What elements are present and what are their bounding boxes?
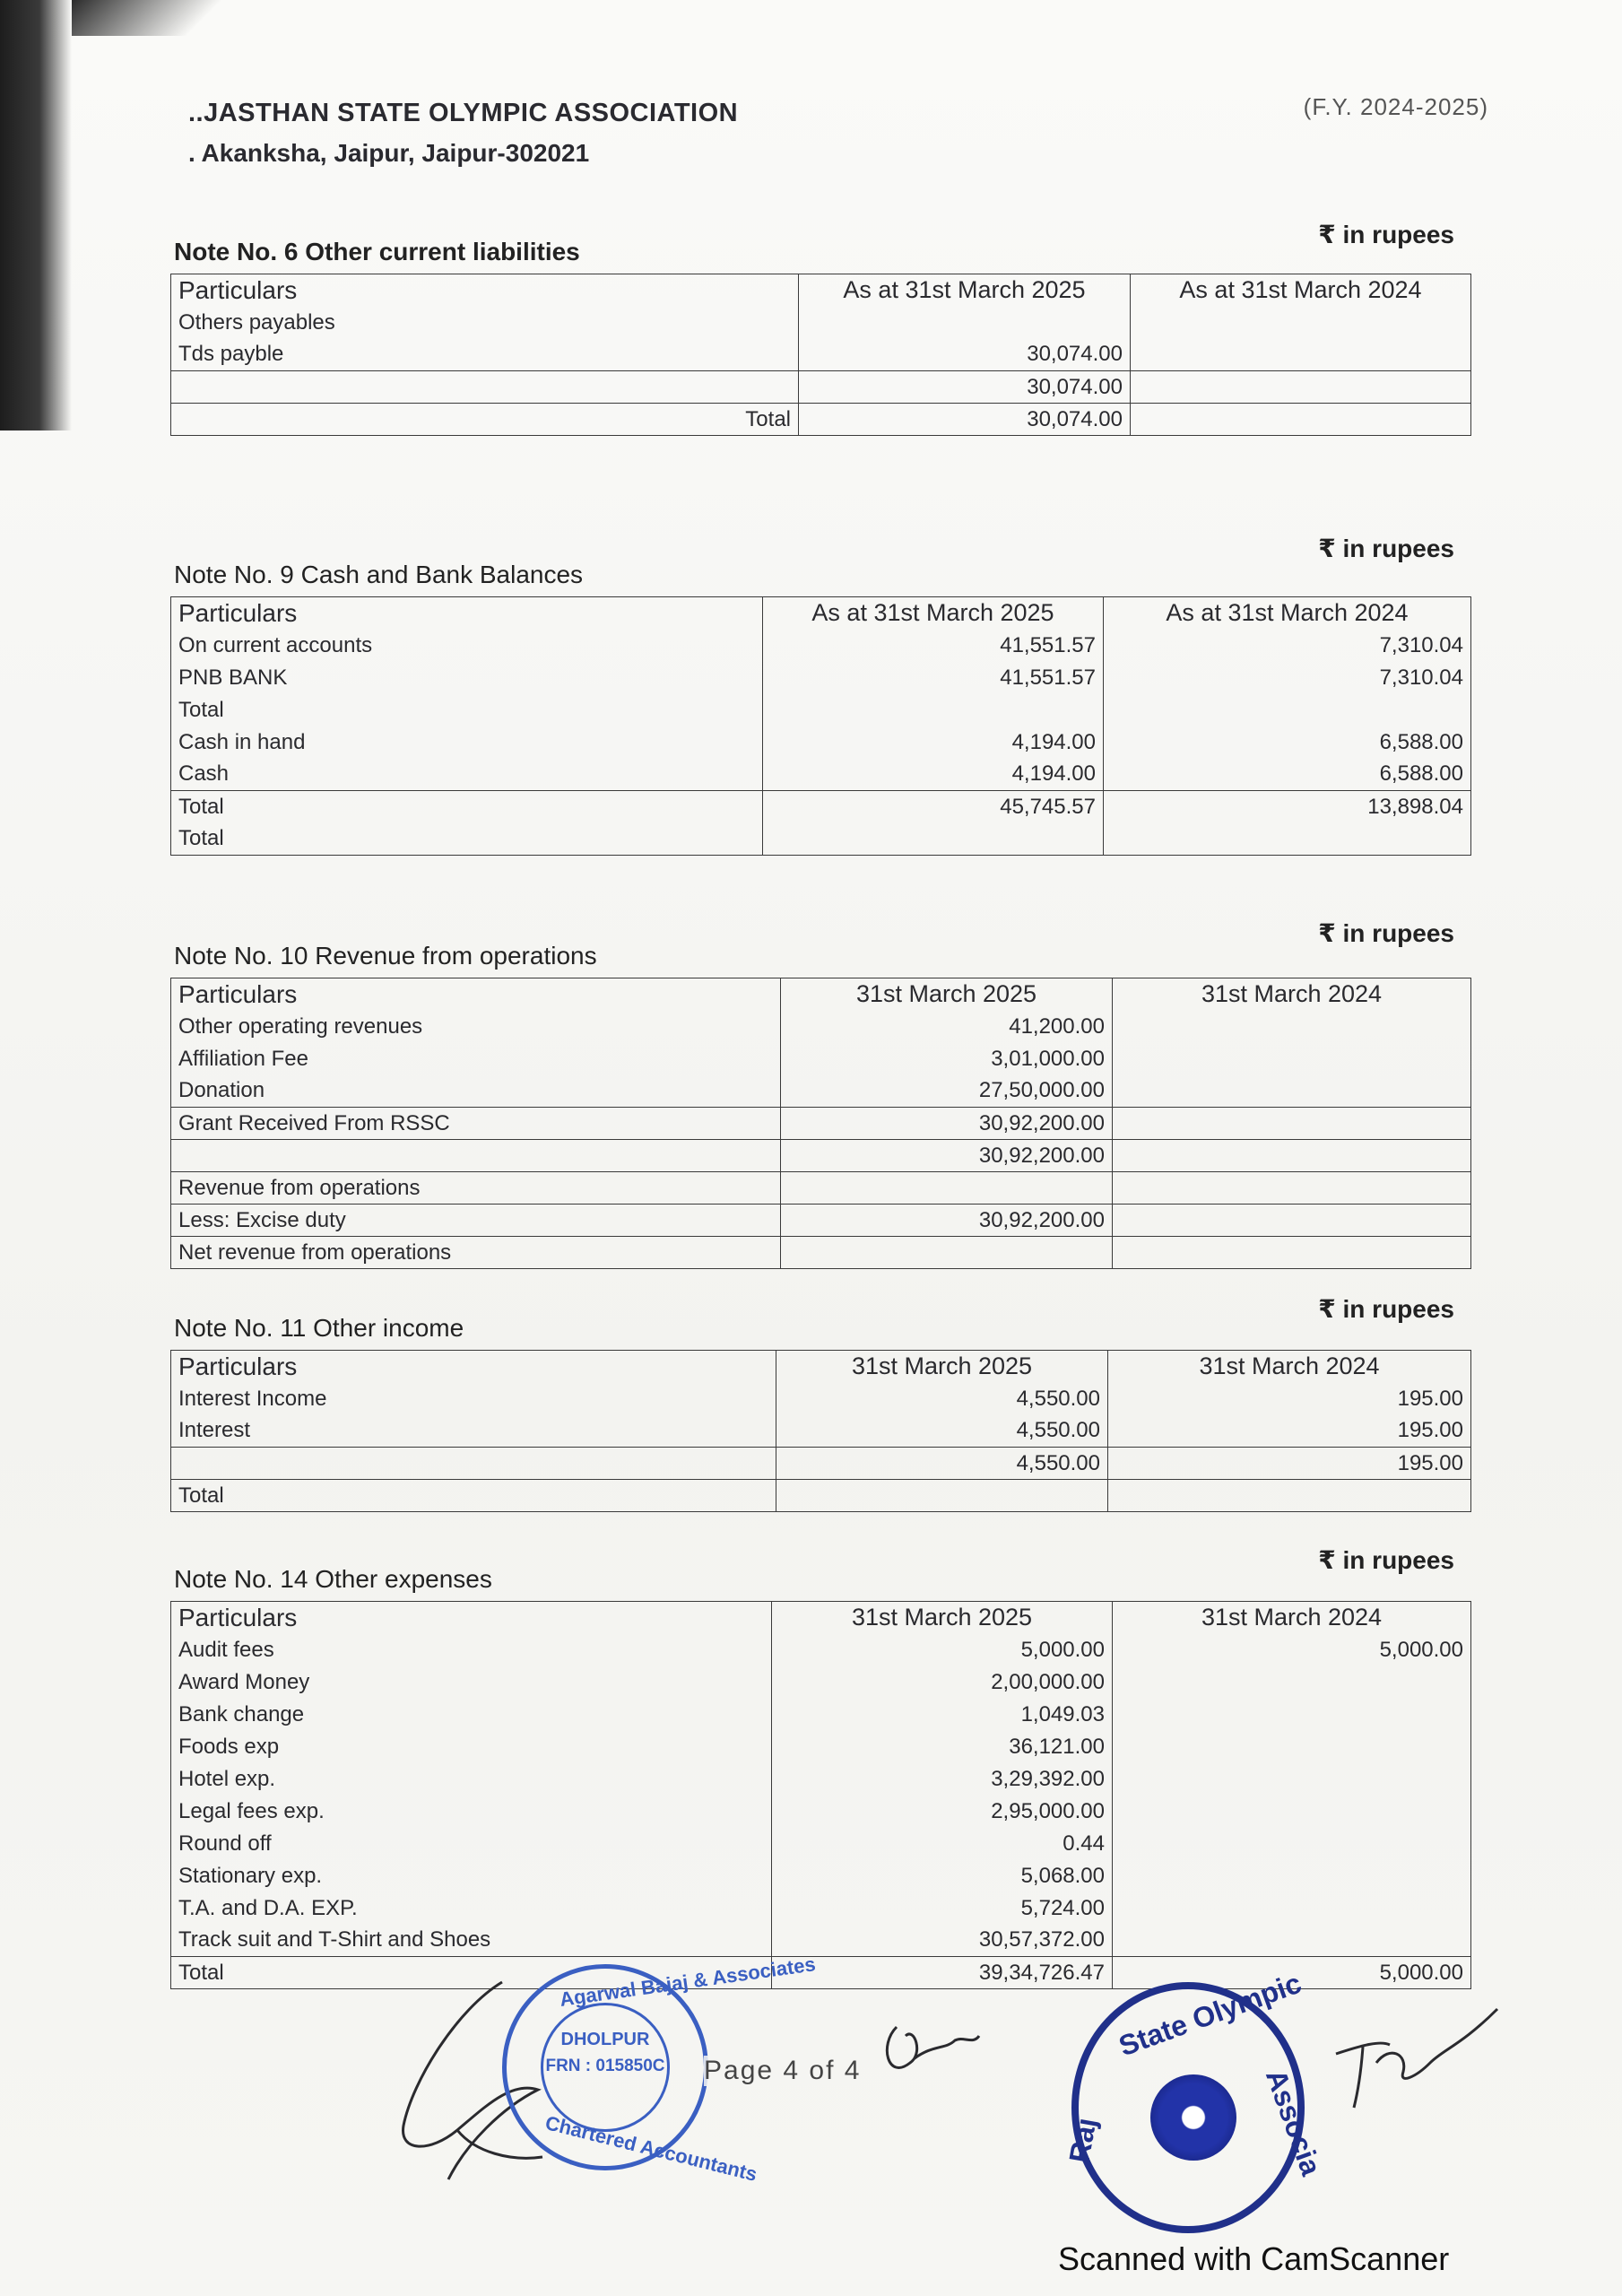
table-row bbox=[171, 1828, 1471, 1860]
table-row bbox=[171, 1731, 1471, 1763]
note-10-section bbox=[170, 919, 1470, 1283]
row-label: Stationary exp. bbox=[171, 1860, 772, 1892]
row-value-2024: 5,000.00 bbox=[1113, 1634, 1471, 1666]
row-value-2024 bbox=[1113, 1731, 1471, 1763]
row-value-2025: 4,550.00 bbox=[776, 1448, 1108, 1480]
row-value-2024 bbox=[1131, 371, 1471, 404]
table-row bbox=[171, 1925, 1471, 1957]
table-row bbox=[171, 307, 1471, 339]
row-value-2024 bbox=[1113, 1237, 1471, 1269]
table-row bbox=[171, 1480, 1471, 1512]
row-value-2025: 27,50,000.00 bbox=[781, 1075, 1113, 1108]
row-value-2024: 13,898.04 bbox=[1104, 791, 1471, 823]
col-header-particulars: Particulars bbox=[171, 1602, 772, 1634]
table-row bbox=[171, 1011, 1471, 1043]
table-row bbox=[171, 759, 1471, 791]
row-value-2024 bbox=[1131, 339, 1471, 371]
row-label: Others payables bbox=[171, 307, 799, 339]
note-11-table bbox=[170, 1350, 1471, 1512]
table-row bbox=[171, 1860, 1471, 1892]
row-value-2025: 1,049.03 bbox=[772, 1699, 1113, 1731]
row-label: Cash in hand bbox=[171, 726, 763, 759]
table-row bbox=[171, 1043, 1471, 1075]
row-label: Donation bbox=[171, 1075, 781, 1108]
row-value-2024 bbox=[1113, 1828, 1471, 1860]
row-value-2024: 7,310.04 bbox=[1104, 662, 1471, 694]
row-value-2024: 195.00 bbox=[1108, 1415, 1471, 1448]
row-label: Interest bbox=[171, 1415, 776, 1448]
note-10-table bbox=[170, 978, 1471, 1269]
row-value-2025 bbox=[781, 1172, 1113, 1205]
row-value-2025: 4,194.00 bbox=[763, 759, 1104, 791]
row-label: Legal fees exp. bbox=[171, 1796, 772, 1828]
table-row bbox=[171, 694, 1471, 726]
row-value-2025 bbox=[763, 823, 1104, 856]
row-value-2024 bbox=[1113, 1925, 1471, 1957]
table-row bbox=[171, 1237, 1471, 1269]
row-label: Audit fees bbox=[171, 1634, 772, 1666]
table-row bbox=[171, 1699, 1471, 1731]
row-value-2025: 2,00,000.00 bbox=[772, 1666, 1113, 1699]
row-value-2025: 3,01,000.00 bbox=[781, 1043, 1113, 1075]
total-label: Total bbox=[171, 1957, 772, 1989]
scan-edge-shadow-top bbox=[72, 0, 251, 36]
col-header-2024: 31st March 2024 bbox=[1108, 1351, 1471, 1383]
table-row bbox=[171, 1448, 1471, 1480]
col-header-2025: As at 31st March 2025 bbox=[763, 597, 1104, 630]
financial-year: (F.Y. 2024-2025) bbox=[1303, 93, 1488, 120]
row-label bbox=[171, 1140, 781, 1172]
row-value-2025: 30,92,200.00 bbox=[781, 1140, 1113, 1172]
row-value-2024 bbox=[1113, 1043, 1471, 1075]
row-value-2024 bbox=[1113, 1108, 1471, 1140]
row-label: Track suit and T-Shirt and Shoes bbox=[171, 1925, 772, 1957]
initials bbox=[879, 2009, 986, 2090]
note-11-section bbox=[170, 1295, 1470, 1520]
row-value-2024: 195.00 bbox=[1108, 1448, 1471, 1480]
organization-name: ..JASTHAN STATE OLYMPIC ASSOCIATION bbox=[188, 99, 739, 127]
col-header-2025: 31st March 2025 bbox=[772, 1602, 1113, 1634]
row-value-2024 bbox=[1113, 1796, 1471, 1828]
table-row bbox=[171, 662, 1471, 694]
olympic-emblem-icon bbox=[1150, 2074, 1236, 2161]
row-label: On current accounts bbox=[171, 630, 763, 662]
unit-label: ₹ in rupees bbox=[1318, 1295, 1454, 1323]
col-header-2024: 31st March 2024 bbox=[1113, 978, 1471, 1011]
note-title: Note No. 9 Cash and Bank Balances bbox=[174, 561, 584, 588]
row-label: Hotel exp. bbox=[171, 1763, 772, 1796]
row-value-2024 bbox=[1113, 1860, 1471, 1892]
association-seal bbox=[1063, 1966, 1328, 2233]
note-6-section bbox=[170, 221, 1470, 453]
row-value-2025: 5,000.00 bbox=[772, 1634, 1113, 1666]
seal-ring-right: Associa bbox=[1259, 2065, 1328, 2180]
row-value-2025: 4,194.00 bbox=[763, 726, 1104, 759]
row-value-2025: 30,57,372.00 bbox=[772, 1925, 1113, 1957]
total-value-2025: 39,34,726.47 bbox=[772, 1957, 1113, 1989]
col-header-2025: 31st March 2025 bbox=[781, 978, 1113, 1011]
unit-label: ₹ in rupees bbox=[1318, 1546, 1454, 1574]
row-value-2025: 41,200.00 bbox=[781, 1011, 1113, 1043]
row-label: Other operating revenues bbox=[171, 1011, 781, 1043]
note-title: Note No. 11 Other income bbox=[174, 1314, 464, 1342]
unit-label: ₹ in rupees bbox=[1318, 919, 1454, 947]
row-value-2025 bbox=[776, 1480, 1108, 1512]
table-row bbox=[171, 1763, 1471, 1796]
note-9-table bbox=[170, 596, 1471, 856]
row-value-2024 bbox=[1113, 1699, 1471, 1731]
row-label: Total bbox=[171, 823, 763, 856]
row-label: Total bbox=[171, 1480, 776, 1512]
unit-label: ₹ in rupees bbox=[1318, 535, 1454, 562]
row-label: Less: Excise duty bbox=[171, 1205, 781, 1237]
table-row bbox=[171, 1075, 1471, 1108]
ca-stamp-ring-bottom: Chartered Accountants bbox=[542, 2111, 759, 2186]
note-title: Note No. 14 Other expenses bbox=[174, 1565, 492, 1593]
ca-stamp-city: DHOLPUR bbox=[560, 2030, 650, 2049]
row-value-2024 bbox=[1113, 1763, 1471, 1796]
row-value-2024 bbox=[1113, 1075, 1471, 1108]
table-row bbox=[171, 371, 1471, 404]
note-6-table bbox=[170, 274, 1471, 436]
row-value-2025: 5,068.00 bbox=[772, 1860, 1113, 1892]
row-label: Net revenue from operations bbox=[171, 1237, 781, 1269]
row-label: Revenue from operations bbox=[171, 1172, 781, 1205]
row-label: Award Money bbox=[171, 1666, 772, 1699]
row-value-2024: 195.00 bbox=[1108, 1383, 1471, 1415]
row-value-2025: 30,92,200.00 bbox=[781, 1108, 1113, 1140]
table-row bbox=[171, 1892, 1471, 1925]
table-row bbox=[171, 1140, 1471, 1172]
row-value-2024 bbox=[1108, 1480, 1471, 1512]
row-value-2025: 5,724.00 bbox=[772, 1892, 1113, 1925]
row-label: Total bbox=[171, 694, 763, 726]
table-row bbox=[171, 1172, 1471, 1205]
ca-stamp-ring-top: Agarwal Bajaj & Associates bbox=[558, 1952, 818, 2011]
col-header-particulars: Particulars bbox=[171, 274, 799, 307]
row-value-2024: 6,588.00 bbox=[1104, 726, 1471, 759]
table-row bbox=[171, 1108, 1471, 1140]
row-value-2024 bbox=[1104, 694, 1471, 726]
row-label bbox=[171, 1448, 776, 1480]
col-header-2024: As at 31st March 2024 bbox=[1131, 274, 1471, 307]
table-row bbox=[171, 823, 1471, 856]
table-row bbox=[171, 1383, 1471, 1415]
col-header-particulars: Particulars bbox=[171, 597, 763, 630]
row-value-2025: 30,074.00 bbox=[799, 339, 1131, 371]
signature-treasurer bbox=[1327, 1991, 1506, 2126]
row-value-2024 bbox=[1113, 1140, 1471, 1172]
row-value-2024 bbox=[1113, 1172, 1471, 1205]
unit-label: ₹ in rupees bbox=[1318, 221, 1454, 248]
row-value-2025: 45,745.57 bbox=[763, 791, 1104, 823]
row-value-2025: 4,550.00 bbox=[776, 1415, 1108, 1448]
row-label: Interest Income bbox=[171, 1383, 776, 1415]
row-value-2024 bbox=[1104, 823, 1471, 856]
row-label: Foods exp bbox=[171, 1731, 772, 1763]
page-number: Page 4 of 4 bbox=[704, 2056, 862, 2085]
row-value-2025: 2,95,000.00 bbox=[772, 1796, 1113, 1828]
table-row bbox=[171, 791, 1471, 823]
row-label: Affiliation Fee bbox=[171, 1043, 781, 1075]
row-value-2025 bbox=[781, 1237, 1113, 1269]
row-label: Tds payble bbox=[171, 339, 799, 371]
row-value-2025 bbox=[763, 694, 1104, 726]
table-row bbox=[171, 1796, 1471, 1828]
row-label: Grant Received From RSSC bbox=[171, 1108, 781, 1140]
total-value-2024 bbox=[1131, 404, 1471, 436]
row-label: Total bbox=[171, 791, 763, 823]
row-value-2025: 0.44 bbox=[772, 1828, 1113, 1860]
row-value-2024 bbox=[1113, 1666, 1471, 1699]
organization-address: . Akanksha, Jaipur, Jaipur-302021 bbox=[188, 139, 590, 167]
note-14-table bbox=[170, 1601, 1471, 1989]
col-header-2024: As at 31st March 2024 bbox=[1104, 597, 1471, 630]
row-label: Cash bbox=[171, 759, 763, 791]
row-label bbox=[171, 371, 799, 404]
col-header-2025: As at 31st March 2025 bbox=[799, 274, 1131, 307]
seal-ring-top: State Olympic bbox=[1115, 1966, 1305, 2063]
total-label: Total bbox=[171, 404, 799, 436]
row-label: Bank change bbox=[171, 1699, 772, 1731]
signature-area bbox=[0, 1952, 1622, 2296]
col-header-particulars: Particulars bbox=[171, 1351, 776, 1383]
row-value-2025: 41,551.57 bbox=[763, 662, 1104, 694]
row-value-2025: 41,551.57 bbox=[763, 630, 1104, 662]
col-header-particulars: Particulars bbox=[171, 978, 781, 1011]
row-value-2025: 3,29,392.00 bbox=[772, 1763, 1113, 1796]
row-value-2024 bbox=[1113, 1011, 1471, 1043]
note-9-section bbox=[170, 535, 1470, 883]
row-value-2025: 4,550.00 bbox=[776, 1383, 1108, 1415]
row-value-2025 bbox=[799, 307, 1131, 339]
row-value-2025: 30,92,200.00 bbox=[781, 1205, 1113, 1237]
row-value-2024 bbox=[1113, 1205, 1471, 1237]
row-value-2024: 7,310.04 bbox=[1104, 630, 1471, 662]
row-value-2024 bbox=[1131, 307, 1471, 339]
table-row bbox=[171, 1205, 1471, 1237]
row-value-2024 bbox=[1113, 1892, 1471, 1925]
scan-edge-shadow bbox=[0, 0, 72, 430]
ca-stamp-frn: FRN : 015850C bbox=[545, 2057, 665, 2075]
row-value-2024: 6,588.00 bbox=[1104, 759, 1471, 791]
table-row bbox=[171, 1634, 1471, 1666]
total-value-2024: 5,000.00 bbox=[1113, 1957, 1471, 1989]
note-title: Note No. 10 Revenue from operations bbox=[174, 942, 597, 970]
row-label: T.A. and D.A. EXP. bbox=[171, 1892, 772, 1925]
row-value-2025: 36,121.00 bbox=[772, 1731, 1113, 1763]
note-title: Note No. 6 Other current liabilities bbox=[174, 238, 580, 265]
table-row bbox=[171, 1666, 1471, 1699]
table-row bbox=[171, 630, 1471, 662]
table-row bbox=[171, 726, 1471, 759]
table-row bbox=[171, 339, 1471, 371]
total-row bbox=[171, 404, 1471, 436]
seal-ring-left: Raj bbox=[1063, 2115, 1103, 2166]
row-label: Round off bbox=[171, 1828, 772, 1860]
row-value-2025: 30,074.00 bbox=[799, 371, 1131, 404]
table-row bbox=[171, 1415, 1471, 1448]
col-header-2024: 31st March 2024 bbox=[1113, 1602, 1471, 1634]
camscanner-watermark: Scanned with CamScanner bbox=[1058, 2240, 1450, 2277]
document-header bbox=[188, 93, 1488, 168]
total-value-2025: 30,074.00 bbox=[799, 404, 1131, 436]
row-label: PNB BANK bbox=[171, 662, 763, 694]
col-header-2025: 31st March 2025 bbox=[776, 1351, 1108, 1383]
